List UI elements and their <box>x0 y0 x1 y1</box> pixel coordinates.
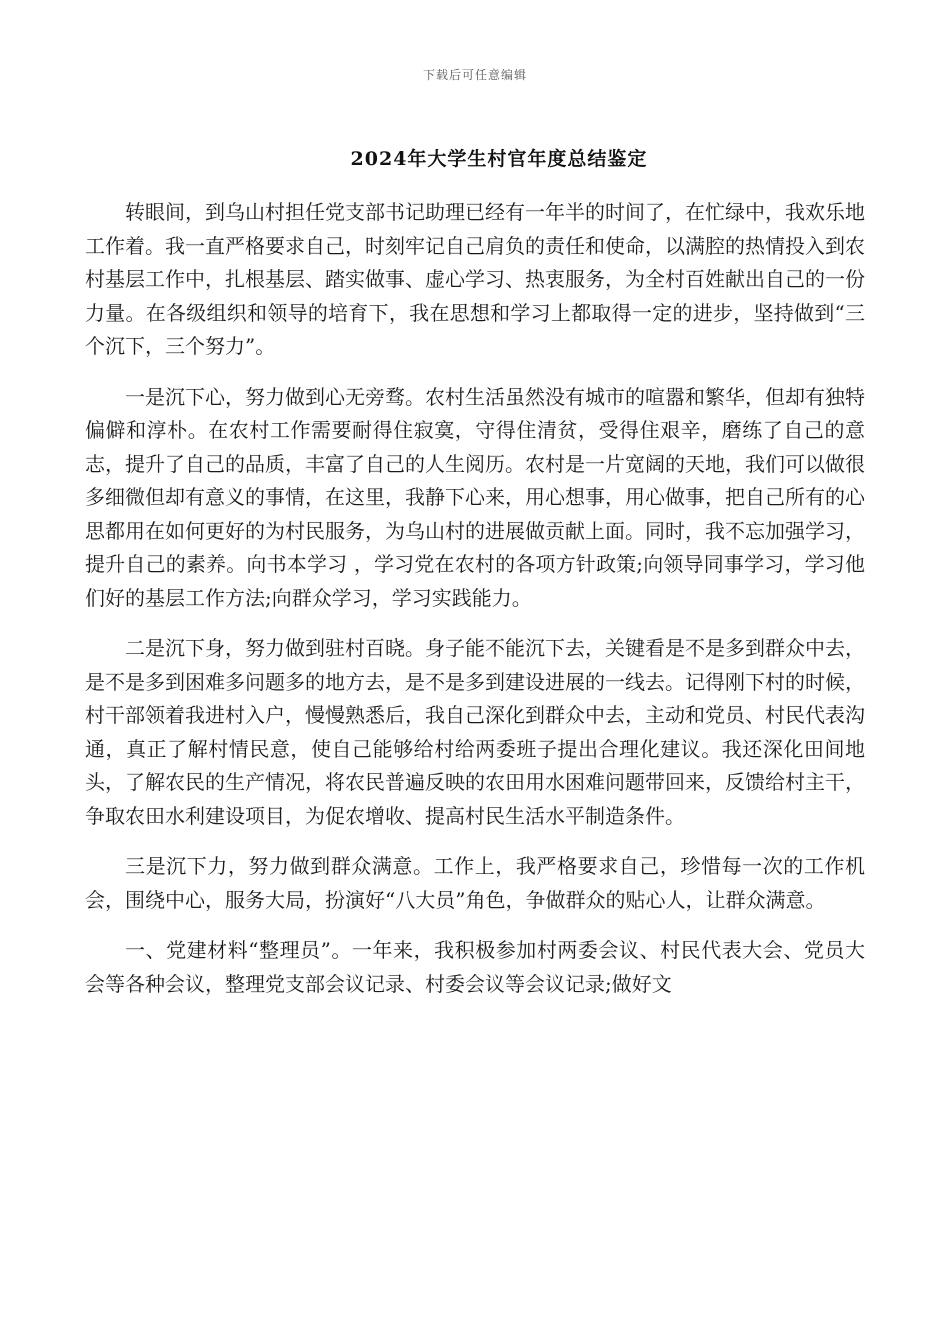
document-title: 2024年大学生村官年度总结鉴定 <box>350 148 648 170</box>
document-body <box>85 196 865 1018</box>
paragraph-point-three: 三是沉下力，努力做到群众满意。工作上，我严格要求自己，珍惜每一次的工作机会，围绕中心，服务大局，扮演好“八大员”角色，争做群众的贴心人，让群众满意。 <box>85 854 865 912</box>
paragraph-party-materials: 一、党建材料“整理员”。一年来，我积极参加村两委会议、村民代表大会、党员大会等各种会议，整理党支部会议记录、村委会议等会议记录;做好文 <box>85 938 865 996</box>
paragraph-point-two: 二是沉下身，努力做到驻村百晓。身子能不能沉下去，关键看是不是多到群众中去，是不是多到困难多问题多的地方去，是不是多到建设进展的一线去。记得刚下村的时候，村干部领着我进村入户，慢慢熟悉后，我自己深化到群众中去，主动和党员、村民代表沟通，真正了解村情民意，使自己能够给村给两委班子提出合理化建议。我还深化田间地头，了解农民的生产情况，将农民普遍反映的农田用水困难问题带回来，反馈给村主干，争取农田水利建设项目，为促农增收、提高村民生活水平制造条件。 <box>85 636 865 828</box>
paragraph-point-one: 一是沉下心，努力做到心无旁骛。农村生活虽然没有城市的喧嚣和繁华，但却有独特偏僻和淳朴。在农村工作需要耐得住寂寞，守得住清贫，受得住艰辛，磨练了自己的意志，提升了自己的品质，丰富了自己的人生阅历。农村是一片宽阔的天地，我们可以做很多细微但却有意义的事情，在这里，我静下心来，用心想事，用心做事，把自己所有的心思都用在如何更好的为村民服务，为乌山村的进展做贡献上面。同时，我不忘加强学习，提升自己的素养。向书本学习 ，学习党在农村的各项方针政策;向领导同事学习，学习他们好的基层工作方法;向群众学习，学习实践能力。 <box>85 384 865 610</box>
page-header-note: 下载后可任意编辑 <box>422 68 527 82</box>
paragraph-intro: 转眼间，到乌山村担任党支部书记助理已经有一年半的时间了，在忙绿中，我欢乐地工作着。我一直严格要求自己，时刻牢记自己肩负的责任和使命，以满腔的热情投入到农村基层工作中，扎根基层、踏实做事、虚心学习、热衷服务，为全村百姓献出自己的一份力量。在各级组织和领导的培育下，我在思想和学习上都取得一定的进步，坚持做到“三个沉下，三个努力”。 <box>85 200 865 358</box>
